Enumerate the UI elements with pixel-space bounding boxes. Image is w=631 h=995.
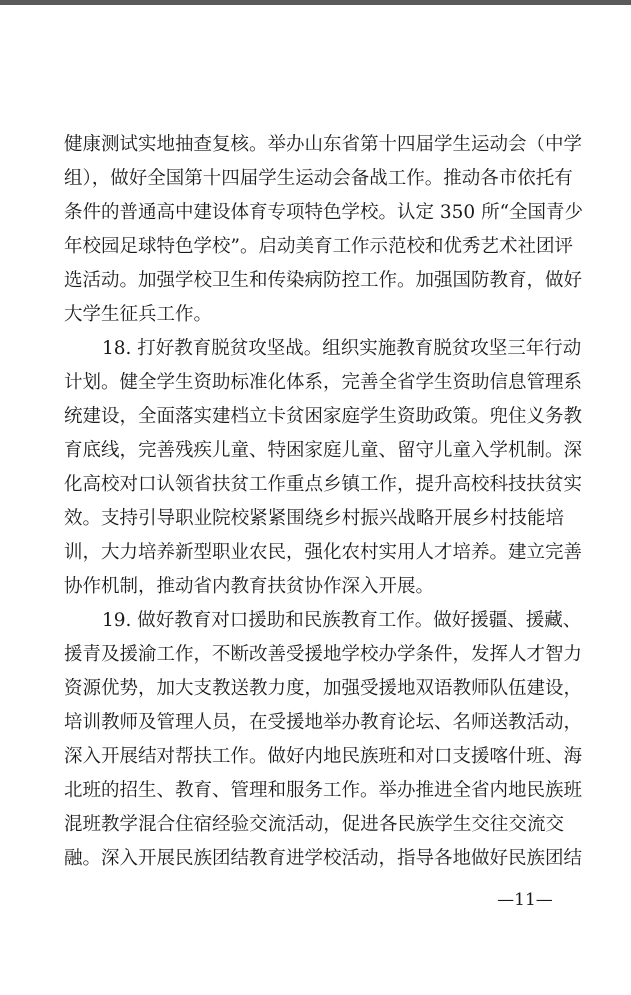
page-number: —11— — [497, 890, 553, 910]
text-line: 北班的招生、教育、管理和服务工作。举办推进全省内地民族班 — [64, 780, 583, 801]
text-line: 大学生征兵工作。 — [64, 304, 213, 325]
text-line: 健康测试实地抽查复核。举办山东省第十四届学生运动会（中学 — [64, 134, 583, 155]
text-line: 化高校对口认领省扶贫工作重点乡镇工作，提升高校科技扶贫实 — [64, 474, 583, 495]
text-line: 训，大力培养新型职业农民，强化农村实用人才培养。建立完善 — [64, 542, 583, 563]
text-line: 援青及援渝工作，不断改善受援地学校办学条件，发挥人才智力 — [64, 644, 583, 665]
text-line: 条件的普通高中建设体育专项特色学校。认定 350 所“全国青少 — [64, 202, 584, 223]
text-line: 育底线，完善残疾儿童、特困家庭儿童、留守儿童入学机制。深 — [64, 440, 583, 461]
text-line: 组），做好全国第十四届学生运动会备战工作。推动各市依托有 — [64, 168, 573, 189]
text-line: 选活动。加强学校卫生和传染病防控工作。加强国防教育，做好 — [64, 270, 583, 291]
text-line: 效。支持引导职业院校紧紧围绕乡村振兴战略开展乡村技能培 — [64, 508, 564, 529]
section-heading-line: 19. 做好教育对口援助和民族教育工作。做好援疆、援藏、 — [102, 610, 582, 631]
text-line: 融。深入开展民族团结教育进学校活动，指导各地做好民族团结 — [64, 848, 583, 869]
text-line: 统建设，全面落实建档立卡贫困家庭学生资助政策。兜住义务教 — [64, 406, 583, 427]
text-line: 深入开展结对帮扶工作。做好内地民族班和对口支援喀什班、海 — [64, 746, 583, 767]
section-heading-line: 18. 打好教育脱贫攻坚战。组织实施教育脱贫攻坚三年行动 — [102, 338, 582, 359]
text-line: 协作机制，推动省内教育扶贫协作深入开展。 — [64, 576, 435, 597]
text-line: 培训教师及管理人员，在受援地举办教育论坛、名师送教活动， — [64, 712, 583, 733]
text-line: 计划。健全学生资助标准化体系，完善全省学生资助信息管理系 — [64, 372, 583, 393]
text-line: 混班教学混合住宿经验交流活动，促进各民族学生交往交流交 — [64, 814, 564, 835]
text-line: 资源优势，加大支教送教力度，加强受援地双语教师队伍建设， — [64, 678, 583, 699]
text-line: 年校园足球特色学校”。启动美育工作示范校和优秀艺术社团评 — [64, 236, 573, 257]
